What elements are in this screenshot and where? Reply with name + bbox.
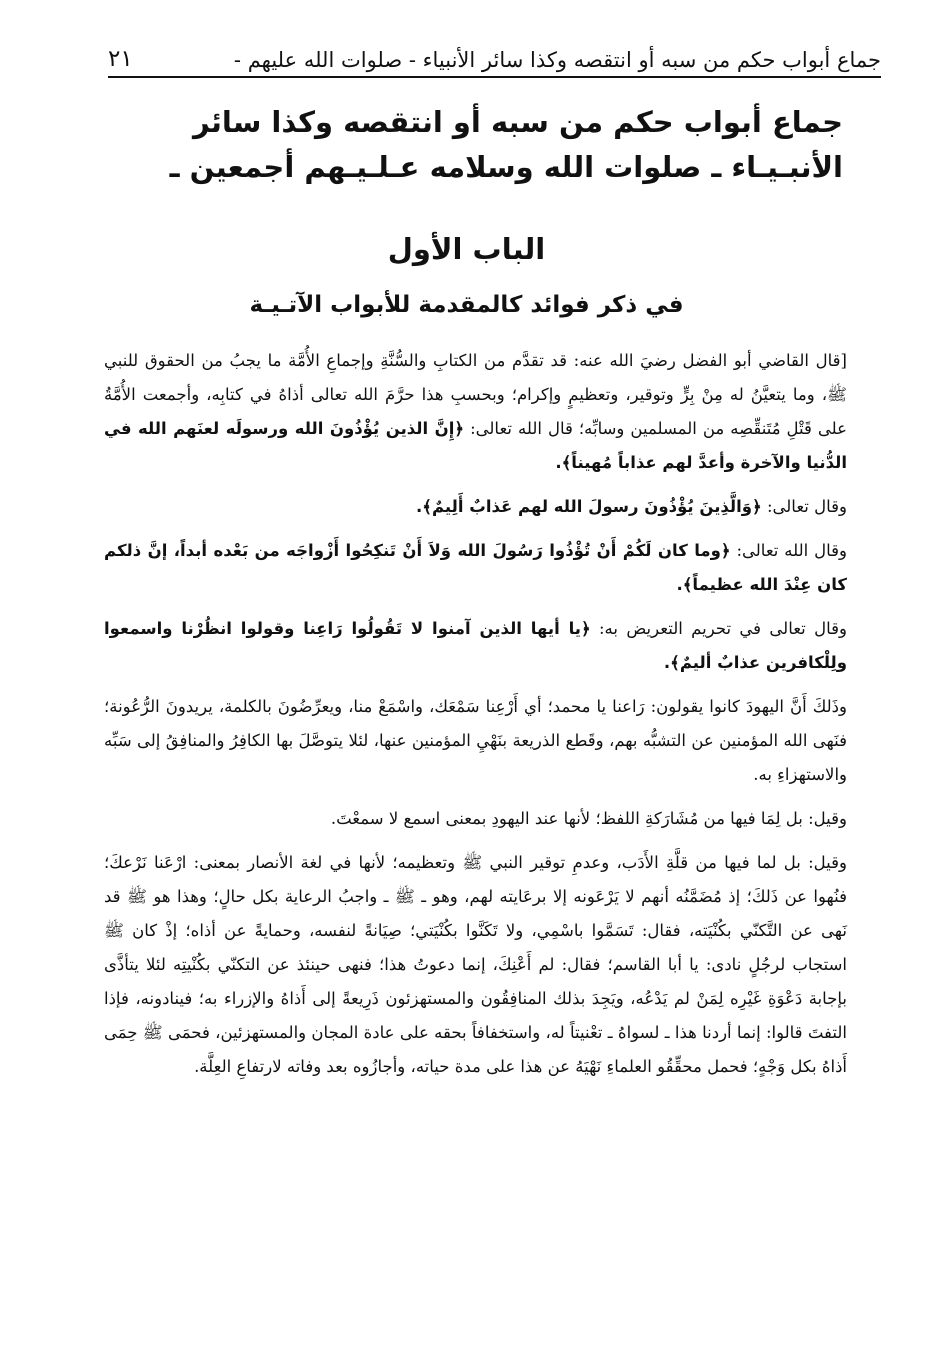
paragraph-text: وقال الله تعالى:: [736, 541, 848, 560]
running-header: [108, 38, 881, 78]
paragraph: [104, 802, 847, 836]
main-title-line-1: جماع أبواب حكم من سبه أو انتقصه وكذا سائر: [193, 105, 843, 139]
paragraph-text: وقيل: بل لما فيها من قلَّةِ الأَدَب، وعدمِ توقير النبي ﷺ وتعظيمه؛ لأنها في لغة الأنصار بمعنى: ارْعَنا نَرْعكَ؛ فنُهوا عن ذَلكَ؛ إذ مُضَمَّنُه أنهم لا يَرْعَونه إلا برعَايته لهم، وهو ـ ﷺ ـ واجبُ الرعاية بكل حالٍ؛ وهذا هو ﷺ قد نَهى عن التَّكنّي بكُنْيَته، فقال: تَسَمَّوا باسْمِي، ولا تَكَنَّوا بكُنْيَتي؛ صِيَانةً لنفسه، وحمايةً عن أذاه؛ إذْ كان ﷺ استجاب لرجُلٍ نادى: يا أبا القاسم؛ فقال: لم أَعْنِكَ، إنما دعوتُ هذا؛ فنهى حينئذ عن التكنّي بكُنْيتِه لئلا يتأذَّى بإجابة دَعْوَةِ غَيْرِه لِمَنْ لم يَدْعُه، ويَجِدَ بذلك المنافِقُون والمستهزئون ذَرِيعةً إلى أَذاهُ والإزراء به؛ فينادونه، فإذا التفتَ قالوا: إنما أردنا هذا ـ لسواهُ ـ تعْنيتاً له، واستخفافاً بحقه على عادة المجان والمستهزئين، فحمَى ﷺ حِمَى أَذاهُ بكل وَجْهٍ؛ فحمل محقِّقُو العلماءِ نَهْيَهُ عن هذا على مدة حياته، وأجازُوه بعد وفاته لارتفاعِ العِلَّة.: [104, 853, 847, 1076]
page-number: ٢١: [108, 46, 133, 72]
paragraph: [104, 344, 847, 480]
paragraph-text: [قال القاضي أبو الفضل رضيَ الله عنه: قد تقدَّم من الكتابِ والسُّنَّةِ وإجماعِ الأُمَّة ما يجبُ من الحقوق للنبي ﷺ، وما يتعيَّنُ له مِنْ بِرٍّ وتوقير، وتعظيمٍ وإكرام؛ وبحسبِ هذا حرَّمَ الله تعالى أذاهُ في كتابِه، وأجمعت الأُمَّةُ على قَتْلِ مُتَنقِّصِه من المسلمين وسابِّه؛ قال الله تعالى:: [104, 351, 847, 438]
chapter-title: الباب الأول: [387, 232, 546, 266]
main-title-line-2: الأنبـيـاء ـ صلوات الله وسلامه عـلـيـهم أجمعين ـ: [169, 150, 843, 184]
running-title: جماع أبواب حكم من سبه أو انتقصه وكذا سائر الأنبياء - صلوات الله عليهم -: [233, 48, 881, 72]
quran-verse: ﴿إِنَّ الذين يُؤْذُونَ الله ورسولَه لعنَهم الله في الدُّنيا والآخرة وأعدَّ لهم عذاباً مُهيناً﴾.: [104, 419, 847, 472]
chapter-subtitle: في ذكر فوائد كالمقدمة للأبواب الآتـيـة: [249, 292, 684, 318]
paragraph-text: وقال تعالى في تحريم التعريض به:: [599, 619, 848, 638]
quran-verse: ﴿وما كان لَكُمْ أَنْ تُؤْذُوا رَسُولَ الله وَلاَ أَنْ تَنكِحُوا أَزْواجَه من بَعْده أبداً، إنَّ ذلكم كان عِنْدَ الله عظيماً﴾.: [104, 541, 847, 594]
paragraph-text: وقيل: بل لِمَا فيها من مُشَارَكةِ اللفظ؛ لأنها عند اليهودِ بمعنى اسمع لا سمعْتَ.: [330, 809, 847, 828]
paragraph: [104, 846, 847, 1084]
paragraph: [104, 490, 847, 524]
quran-verse: ﴿وَالَّذِينَ يُؤْذُونَ رسولَ الله لهم عَذابٌ أَلِيمٌ﴾.: [416, 497, 762, 516]
body-text: [104, 344, 847, 1094]
paragraph: [104, 612, 847, 680]
main-title: [120, 100, 843, 190]
paragraph: [104, 690, 847, 792]
paragraph: [104, 534, 847, 602]
paragraph-text: وقال تعالى:: [766, 497, 847, 516]
quran-verse: ﴿يا أيها الذين آمنوا لا تَقُولُوا رَاعِنا وقولوا انظُرْنا واسمعوا ولِلْكافرين عذابٌ أليمٌ﴾.: [104, 619, 847, 672]
paragraph-text: وذَلكَ أَنَّ اليهودَ كانوا يقولون: رَاعنا يا محمد؛ أي أَرْعِنا سَمْعَك، واسْمَعْ منا، ويعرِّضُونَ بالكلمة، يريدونَ الرُّعُونة؛ فنَهى الله المؤمنين عن التشبُّه بهم، وقَطع الذريعة بنَهْيِ المؤمنين عنها، لئلا يتوصَّلَ بها الكافِرُ والمنافِقُ إلى سَبِّه والاستهزاءِ به.: [104, 697, 847, 784]
